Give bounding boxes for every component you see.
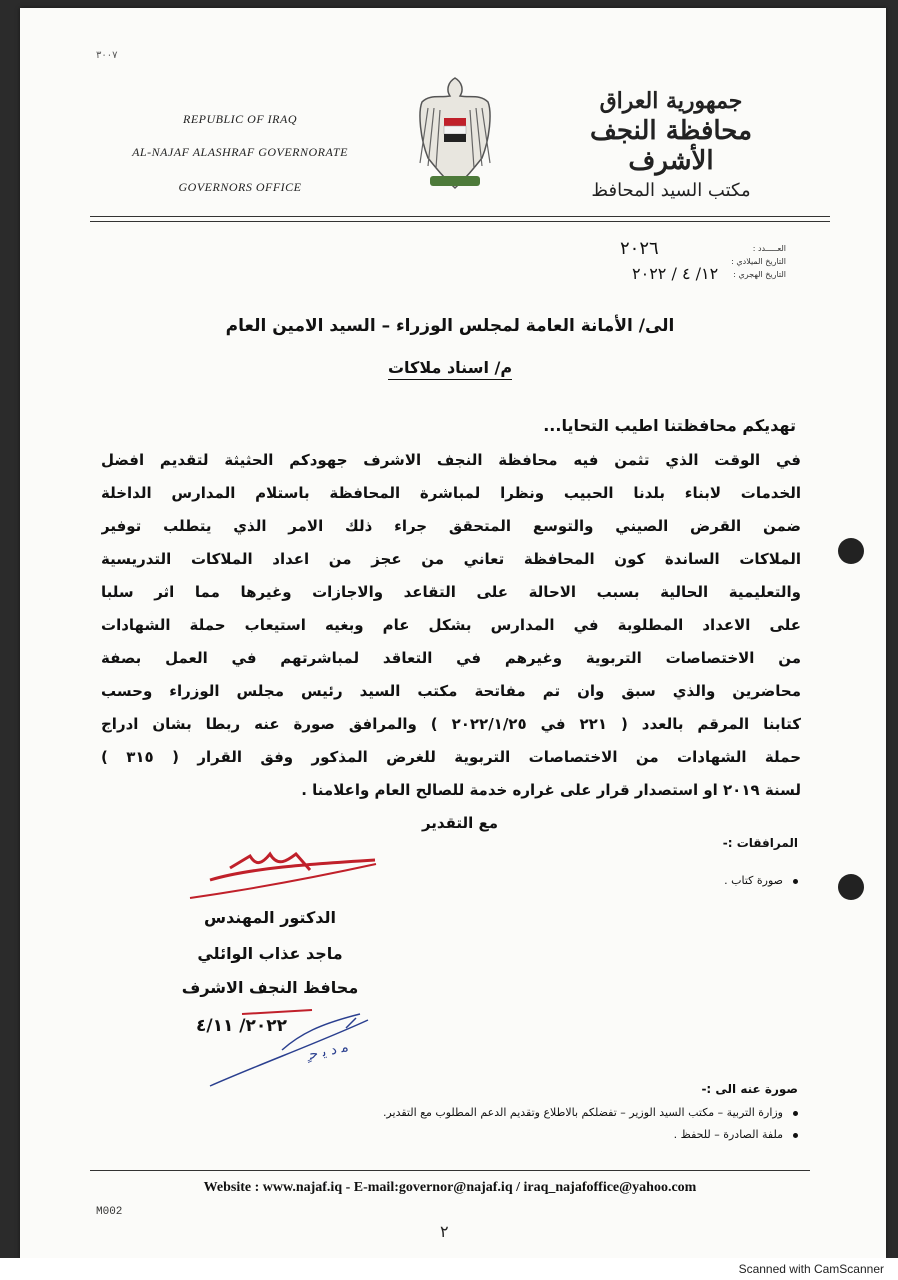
body-line: حملة الشهادات من الاختصاصات التربوية للغرض المذكور وفق القرار ( ٣١٥ ) [101, 748, 801, 766]
attachments-heading: المرافقات :- [722, 836, 798, 850]
signature-strokes-icon [20, 8, 886, 1258]
subject-text: م/ اسناد ملاكات [388, 358, 512, 380]
footer-rule [90, 1170, 810, 1171]
body-line: على الاعداد المطلوبة في المدارس بشكل عام وبغيه استيعاب حملة الشهادات [101, 616, 801, 634]
document-page [20, 8, 886, 1258]
governorate-line: AL-NAJAF ALASHRAF GOVERNORATE [132, 145, 348, 159]
body-line: الملاكات الساندة كون المحافظة تعاني من عجز من اعداد الملاكات التدريسية [101, 550, 801, 568]
copy-item [383, 1106, 798, 1119]
body-line: الخدمات لابناء بلدنا الحبيب ونظرا لمباشرة المحافظة باستلام المدارس الداخلة [101, 484, 801, 502]
governorate-arabic: محافظة النجف الأشرف [589, 116, 753, 176]
body-line: محاضرين والذي سبق وان تم مفاتحة مكتب السيد رئيس مجلس الوزراء وحسب [101, 682, 801, 700]
body-line: كتابنا المرقم بالعدد ( ٢٢١ في ٢٠٢٢/١/٢٥ ) والمرافق صورة عنه ربطا بشان ادراج [101, 715, 801, 733]
copies-heading: صورة عنه الى :- [701, 1082, 798, 1096]
office-arabic: مكتب السيد المحافظ [591, 180, 751, 201]
signer-position: محافظ النجف الاشرف [181, 978, 359, 997]
copy-text: وزارة التربية – مكتب السيد الوزير – تفضلكم بالاطلاع وتقديم الدعم المطلوب مع التقدير. [382, 1106, 783, 1119]
greeting: تهديكم محافظتنا اطيب التحايا... [543, 416, 796, 435]
republic-arabic: جمهورية العراق [599, 88, 743, 114]
body-line: لسنة ٢٠١٩ او استصدار قرار على غراره خدمة للصالح العام واعلامنا . [301, 781, 801, 799]
signer-title: الدكتور المهندس [203, 908, 336, 927]
form-code: M002 [96, 1206, 123, 1218]
body-line: من الاختصاصات التربوية وغيرهم في التعاقد لمباشرتهم في العمل بصفة [101, 649, 801, 667]
punch-hole-icon [838, 874, 864, 900]
reference-date: ١٢/ ٤ / ٢٠٢٢ [632, 264, 719, 283]
signature-date: ٢٠٢٢/ ٤/١١ [196, 1016, 287, 1036]
office-line: GOVERNORS OFFICE [178, 180, 302, 194]
body-line: ضمن القرض الصيني والتوسع المتحقق جراء ذلك الامر الذي يتطلب توفير [101, 517, 801, 535]
signer-name: ماجد عذاب الوائلي [197, 944, 343, 963]
punch-hole-icon [838, 538, 864, 564]
republic-line: REPUBLIC OF IRAQ [183, 112, 297, 126]
bullet-icon [793, 1111, 798, 1116]
svg-text:ٍ ﻣ ﺩ ﯾ ﺣ: ٍ ﻣ ﺩ ﯾ ﺣ [303, 1039, 350, 1064]
number-label: العـــــدد : [752, 244, 786, 253]
body-line: والتعليمية الحالية بسبب الاحالة على التقاعد والاجازات وغيرها مما اثر سلبا [101, 583, 801, 601]
hijri-label: التاريخ الهجري : [733, 270, 786, 279]
copy-text: ملفة الصادرة – للحفظ . [673, 1128, 783, 1141]
bullet-icon [793, 1133, 798, 1138]
scanner-bar [0, 1258, 898, 1280]
copy-item [674, 1128, 798, 1141]
body-line: في الوقت الذي تثمن فيه محافظة النجف الاشرف جهودكم الحثيثة لتقديم افضل [101, 451, 801, 469]
addressee: الى/ الأمانة العامة لمجلس الوزراء – السيد الامين العام [225, 316, 675, 336]
page-mark: ٢ [440, 1222, 449, 1241]
closing: مع التقدير [421, 814, 499, 832]
attachment-text: صورة كتاب . [724, 874, 783, 887]
footer-contact: Website : www.najaf.iq - E-mail:governor@najaf.iq / iraq_najafoffice@yahoo.com [203, 1180, 697, 1195]
scanner-label: Scanned with CamScanner [738, 1262, 884, 1276]
corner-mark: ٣٠٠٧ [96, 50, 118, 61]
date-label: التاريخ الميلادي : [731, 257, 786, 266]
reference-number: ٢٠٢٦ [620, 238, 659, 259]
